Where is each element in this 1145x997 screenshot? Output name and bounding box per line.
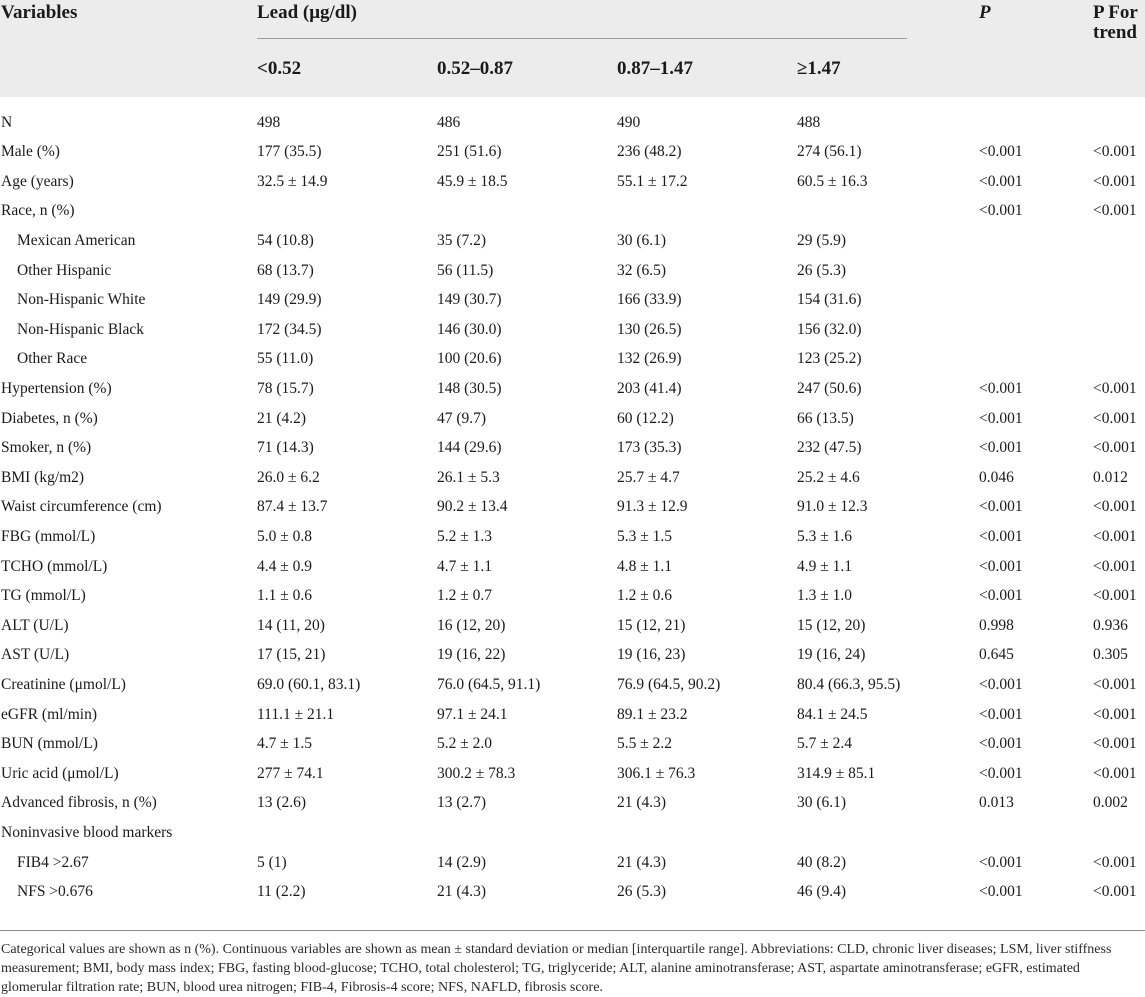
table-row bbox=[0, 788, 1145, 818]
cell-quartile-2: 76.0 (64.5, 91.1) bbox=[437, 675, 541, 693]
cell-p: 0.046 bbox=[979, 468, 1014, 486]
cell-p-trend: <0.001 bbox=[1093, 853, 1137, 871]
cell-quartile-4: 1.3 ± 1.0 bbox=[797, 587, 853, 605]
cell-quartile-3: 306.1 ± 76.3 bbox=[617, 764, 696, 782]
cell-quartile-2: 21 (4.3) bbox=[437, 883, 487, 901]
cell-quartile-4: 154 (31.6) bbox=[797, 291, 862, 309]
cell-quartile-4: 25.2 ± 4.6 bbox=[797, 468, 860, 486]
header-lead-group: Lead (μg/dl) bbox=[257, 2, 357, 23]
cell-quartile-4: 274 (56.1) bbox=[797, 143, 862, 161]
cell-quartile-4: 156 (32.0) bbox=[797, 320, 862, 338]
row-label: Waist circumference (cm) bbox=[1, 498, 162, 516]
cell-quartile-2: 26.1 ± 5.3 bbox=[437, 468, 500, 486]
cell-quartile-2: 148 (30.5) bbox=[437, 379, 502, 397]
cell-quartile-2: 90.2 ± 13.4 bbox=[437, 498, 508, 516]
cell-quartile-3: 32 (6.5) bbox=[617, 261, 667, 279]
cell-quartile-1: 4.7 ± 1.5 bbox=[257, 735, 313, 753]
table-row bbox=[0, 167, 1145, 197]
row-label: Non-Hispanic White bbox=[17, 291, 146, 309]
cell-quartile-4: 4.9 ± 1.1 bbox=[797, 557, 853, 575]
cell-quartile-3: 30 (6.1) bbox=[617, 231, 667, 249]
row-label: TCHO (mmol/L) bbox=[1, 557, 108, 575]
row-label: Creatinine (μmol/L) bbox=[1, 675, 126, 693]
cell-quartile-1: 78 (15.7) bbox=[257, 379, 314, 397]
cell-quartile-4: 19 (16, 24) bbox=[797, 646, 866, 664]
table-row bbox=[0, 640, 1145, 670]
header-variables: Variables bbox=[1, 2, 78, 23]
row-label: BUN (mmol/L) bbox=[1, 735, 98, 753]
cell-p-trend: 0.305 bbox=[1093, 646, 1128, 664]
header-quartile-2: 0.52–0.87 bbox=[437, 58, 513, 79]
cell-quartile-2: 146 (30.0) bbox=[437, 320, 502, 338]
row-label: Diabetes, n (%) bbox=[1, 409, 98, 427]
cell-p: <0.001 bbox=[979, 705, 1023, 723]
cell-quartile-1: 172 (34.5) bbox=[257, 320, 322, 338]
header-quartile-1: <0.52 bbox=[257, 58, 302, 79]
cell-quartile-3: 19 (16, 23) bbox=[617, 646, 686, 664]
cell-quartile-4: 5.3 ± 1.6 bbox=[797, 527, 853, 545]
row-label: Non-Hispanic Black bbox=[17, 320, 144, 338]
cell-quartile-4: 314.9 ± 85.1 bbox=[797, 764, 876, 782]
cell-p: 0.998 bbox=[979, 616, 1014, 634]
cell-quartile-2: 97.1 ± 24.1 bbox=[437, 705, 508, 723]
table-row bbox=[0, 492, 1145, 522]
row-label: Uric acid (μmol/L) bbox=[1, 764, 119, 782]
table-row bbox=[0, 404, 1145, 434]
cell-p-trend: <0.001 bbox=[1093, 705, 1137, 723]
cell-p-trend: <0.001 bbox=[1093, 409, 1137, 427]
table-row bbox=[0, 196, 1145, 226]
cell-quartile-4: 15 (12, 20) bbox=[797, 616, 866, 634]
cell-quartile-3: 236 (48.2) bbox=[617, 143, 682, 161]
row-label: Male (%) bbox=[1, 143, 60, 161]
cell-quartile-4: 5.7 ± 2.4 bbox=[797, 735, 853, 753]
cell-quartile-4: 46 (9.4) bbox=[797, 883, 847, 901]
cell-p: <0.001 bbox=[979, 735, 1023, 753]
cell-quartile-1: 26.0 ± 6.2 bbox=[257, 468, 320, 486]
cell-quartile-2: 300.2 ± 78.3 bbox=[437, 764, 516, 782]
row-label: FBG (mmol/L) bbox=[1, 527, 96, 545]
cell-p-trend: <0.001 bbox=[1093, 172, 1137, 190]
row-label: Other Race bbox=[17, 350, 88, 368]
row-label: TG (mmol/L) bbox=[1, 587, 86, 605]
cell-quartile-4: 66 (13.5) bbox=[797, 409, 854, 427]
cell-p: <0.001 bbox=[979, 587, 1023, 605]
cell-quartile-3: 1.2 ± 0.6 bbox=[617, 587, 673, 605]
cell-quartile-3: 76.9 (64.5, 90.2) bbox=[617, 675, 721, 693]
cell-quartile-3: 5.5 ± 2.2 bbox=[617, 735, 673, 753]
cell-quartile-3: 21 (4.3) bbox=[617, 794, 667, 812]
cell-p: <0.001 bbox=[979, 498, 1023, 516]
cell-quartile-4: 60.5 ± 16.3 bbox=[797, 172, 868, 190]
row-label: ALT (U/L) bbox=[1, 616, 69, 634]
cell-quartile-1: 4.4 ± 0.9 bbox=[257, 557, 313, 575]
cell-quartile-1: 55 (11.0) bbox=[257, 350, 314, 368]
cell-quartile-4: 40 (8.2) bbox=[797, 853, 847, 871]
cell-p: <0.001 bbox=[979, 202, 1023, 220]
cell-p: <0.001 bbox=[979, 527, 1023, 545]
cell-p-trend: <0.001 bbox=[1093, 202, 1137, 220]
cell-quartile-2: 14 (2.9) bbox=[437, 853, 487, 871]
table-row bbox=[0, 226, 1145, 256]
cell-quartile-2: 45.9 ± 18.5 bbox=[437, 172, 508, 190]
cell-quartile-1: 17 (15, 21) bbox=[257, 646, 326, 664]
cell-quartile-3: 490 bbox=[617, 113, 641, 131]
row-label: FIB4 >2.67 bbox=[17, 853, 89, 871]
table-row bbox=[0, 522, 1145, 552]
row-label: Advanced fibrosis, n (%) bbox=[1, 794, 157, 812]
cell-quartile-4: 29 (5.9) bbox=[797, 231, 847, 249]
cell-quartile-2: 5.2 ± 1.3 bbox=[437, 527, 493, 545]
cell-quartile-1: 71 (14.3) bbox=[257, 439, 314, 457]
cell-quartile-4: 30 (6.1) bbox=[797, 794, 847, 812]
cell-p-trend: <0.001 bbox=[1093, 587, 1137, 605]
cell-quartile-1: 277 ± 74.1 bbox=[257, 764, 324, 782]
cell-quartile-4: 247 (50.6) bbox=[797, 379, 862, 397]
header-p-trend-line2: trend bbox=[1093, 22, 1137, 43]
cell-quartile-4: 232 (47.5) bbox=[797, 439, 862, 457]
cell-quartile-3: 89.1 ± 23.2 bbox=[617, 705, 688, 723]
cell-quartile-1: 5.0 ± 0.8 bbox=[257, 527, 313, 545]
cell-p-trend: 0.002 bbox=[1093, 794, 1128, 812]
cell-p-trend: <0.001 bbox=[1093, 764, 1137, 782]
cell-quartile-2: 486 bbox=[437, 113, 461, 131]
cell-quartile-3: 25.7 ± 4.7 bbox=[617, 468, 680, 486]
cell-p-trend: <0.001 bbox=[1093, 439, 1137, 457]
cell-quartile-3: 91.3 ± 12.9 bbox=[617, 498, 688, 516]
cell-p: <0.001 bbox=[979, 675, 1023, 693]
table-row bbox=[0, 137, 1145, 167]
cell-quartile-2: 4.7 ± 1.1 bbox=[437, 557, 493, 575]
table-row bbox=[0, 463, 1145, 493]
table-row bbox=[0, 700, 1145, 730]
cell-p-trend: <0.001 bbox=[1093, 143, 1137, 161]
table-row bbox=[0, 285, 1145, 315]
header-p-trend-line1: P For bbox=[1093, 2, 1138, 23]
cell-quartile-2: 100 (20.6) bbox=[437, 350, 502, 368]
row-label: eGFR (ml/min) bbox=[1, 705, 98, 723]
cell-quartile-1: 177 (35.5) bbox=[257, 143, 322, 161]
cell-p-trend: 0.936 bbox=[1093, 616, 1128, 634]
cell-quartile-3: 5.3 ± 1.5 bbox=[617, 527, 673, 545]
cell-quartile-2: 16 (12, 20) bbox=[437, 616, 506, 634]
cell-quartile-1: 32.5 ± 14.9 bbox=[257, 172, 328, 190]
header-quartile-3: 0.87–1.47 bbox=[617, 58, 693, 79]
cell-quartile-2: 56 (11.5) bbox=[437, 261, 494, 279]
table-row bbox=[0, 433, 1145, 463]
cell-quartile-1: 69.0 (60.1, 83.1) bbox=[257, 675, 361, 693]
cell-p-trend: <0.001 bbox=[1093, 379, 1137, 397]
cell-p-trend: <0.001 bbox=[1093, 735, 1137, 753]
cell-quartile-1: 111.1 ± 21.1 bbox=[257, 705, 335, 723]
cell-p: <0.001 bbox=[979, 143, 1023, 161]
cell-p-trend: <0.001 bbox=[1093, 527, 1137, 545]
table-row bbox=[0, 374, 1145, 404]
row-label: NFS >0.676 bbox=[17, 883, 93, 901]
table-row bbox=[0, 729, 1145, 759]
cell-quartile-2: 144 (29.6) bbox=[437, 439, 502, 457]
cell-p-trend: <0.001 bbox=[1093, 557, 1137, 575]
cell-quartile-4: 84.1 ± 24.5 bbox=[797, 705, 868, 723]
cell-p-trend: 0.012 bbox=[1093, 468, 1128, 486]
table-row bbox=[0, 818, 1145, 848]
cell-quartile-3: 4.8 ± 1.1 bbox=[617, 557, 673, 575]
row-label: AST (U/L) bbox=[1, 646, 70, 664]
cell-quartile-3: 55.1 ± 17.2 bbox=[617, 172, 688, 190]
header-p: P bbox=[979, 2, 991, 23]
table-row bbox=[0, 848, 1145, 878]
cell-quartile-3: 132 (26.9) bbox=[617, 350, 682, 368]
cell-quartile-2: 19 (16, 22) bbox=[437, 646, 506, 664]
cell-p: <0.001 bbox=[979, 764, 1023, 782]
cell-quartile-1: 87.4 ± 13.7 bbox=[257, 498, 328, 516]
table-bottom-rule bbox=[0, 930, 1145, 931]
cell-quartile-1: 21 (4.2) bbox=[257, 409, 307, 427]
row-label: Race, n (%) bbox=[1, 202, 75, 220]
cell-quartile-1: 1.1 ± 0.6 bbox=[257, 587, 313, 605]
row-label: Smoker, n (%) bbox=[1, 439, 92, 457]
cell-quartile-4: 26 (5.3) bbox=[797, 261, 847, 279]
cell-quartile-3: 173 (35.3) bbox=[617, 439, 682, 457]
cell-quartile-3: 130 (26.5) bbox=[617, 320, 682, 338]
cell-quartile-1: 11 (2.2) bbox=[257, 883, 306, 901]
table-row bbox=[0, 611, 1145, 641]
cell-quartile-4: 80.4 (66.3, 95.5) bbox=[797, 675, 901, 693]
cell-quartile-2: 251 (51.6) bbox=[437, 143, 502, 161]
cell-quartile-1: 54 (10.8) bbox=[257, 231, 314, 249]
cell-quartile-3: 15 (12, 21) bbox=[617, 616, 686, 634]
cell-p: <0.001 bbox=[979, 409, 1023, 427]
table-row bbox=[0, 256, 1145, 286]
cell-p-trend: <0.001 bbox=[1093, 883, 1137, 901]
cell-p: <0.001 bbox=[979, 172, 1023, 190]
cell-quartile-4: 123 (25.2) bbox=[797, 350, 862, 368]
cell-quartile-3: 21 (4.3) bbox=[617, 853, 667, 871]
table-row bbox=[0, 344, 1145, 374]
table-footnote: Categorical values are shown as n (%). Continuous variables are shown as mean ± standard deviation or median [interquartile range]. Abbreviations: CLD, chronic liver diseases; LSM, liver stiffness measurement; BMI, body mass index; FBG, fasting blood-glucose; TCHO, total cholesterol; TG, triglyceride; ALT, alanine aminotransferase; AST, aspartate aminotransferase; eGFR, estimated glomerular filtration rate; BUN, blood urea nitrogen; FIB-4, Fibrosis-4 score; NFS, NAFLD, fibrosis score. bbox=[1, 942, 1112, 995]
group-divider bbox=[257, 38, 907, 39]
cell-p: <0.001 bbox=[979, 853, 1023, 871]
cell-p: <0.001 bbox=[979, 883, 1023, 901]
cell-quartile-1: 14 (11, 20) bbox=[257, 616, 325, 634]
row-label: N bbox=[1, 113, 13, 131]
row-label: Age (years) bbox=[1, 172, 74, 190]
cell-quartile-4: 91.0 ± 12.3 bbox=[797, 498, 868, 516]
cell-quartile-3: 26 (5.3) bbox=[617, 883, 667, 901]
cell-quartile-1: 498 bbox=[257, 113, 281, 131]
header-quartile-4: ≥1.47 bbox=[797, 58, 841, 79]
row-label: Other Hispanic bbox=[17, 261, 112, 279]
row-label: Mexican American bbox=[17, 231, 136, 249]
cell-p-trend: <0.001 bbox=[1093, 675, 1137, 693]
row-label: Hypertension (%) bbox=[1, 379, 112, 397]
table-row bbox=[0, 877, 1145, 907]
cell-quartile-2: 47 (9.7) bbox=[437, 409, 487, 427]
cell-quartile-1: 5 (1) bbox=[257, 853, 287, 871]
table-row bbox=[0, 552, 1145, 582]
table-row bbox=[0, 315, 1145, 345]
cell-quartile-4: 488 bbox=[797, 113, 821, 131]
table-row bbox=[0, 108, 1145, 138]
cell-quartile-3: 60 (12.2) bbox=[617, 409, 674, 427]
cell-quartile-2: 149 (30.7) bbox=[437, 291, 502, 309]
cell-quartile-1: 68 (13.7) bbox=[257, 261, 314, 279]
cell-quartile-3: 203 (41.4) bbox=[617, 379, 682, 397]
table-row bbox=[0, 759, 1145, 789]
row-label: Noninvasive blood markers bbox=[1, 823, 173, 841]
cell-p: <0.001 bbox=[979, 439, 1023, 457]
cell-p: 0.645 bbox=[979, 646, 1014, 664]
cell-quartile-1: 149 (29.9) bbox=[257, 291, 322, 309]
cell-quartile-2: 5.2 ± 2.0 bbox=[437, 735, 493, 753]
cell-p: <0.001 bbox=[979, 557, 1023, 575]
cell-quartile-2: 13 (2.7) bbox=[437, 794, 487, 812]
cell-quartile-1: 13 (2.6) bbox=[257, 794, 307, 812]
cell-quartile-2: 35 (7.2) bbox=[437, 231, 487, 249]
cell-p: <0.001 bbox=[979, 379, 1023, 397]
cell-quartile-2: 1.2 ± 0.7 bbox=[437, 587, 493, 605]
table-row bbox=[0, 581, 1145, 611]
cell-p: 0.013 bbox=[979, 794, 1014, 812]
table-row bbox=[0, 670, 1145, 700]
row-label: BMI (kg/m2) bbox=[1, 468, 85, 486]
cell-quartile-3: 166 (33.9) bbox=[617, 291, 682, 309]
cell-p-trend: <0.001 bbox=[1093, 498, 1137, 516]
table-header bbox=[0, 0, 1145, 97]
